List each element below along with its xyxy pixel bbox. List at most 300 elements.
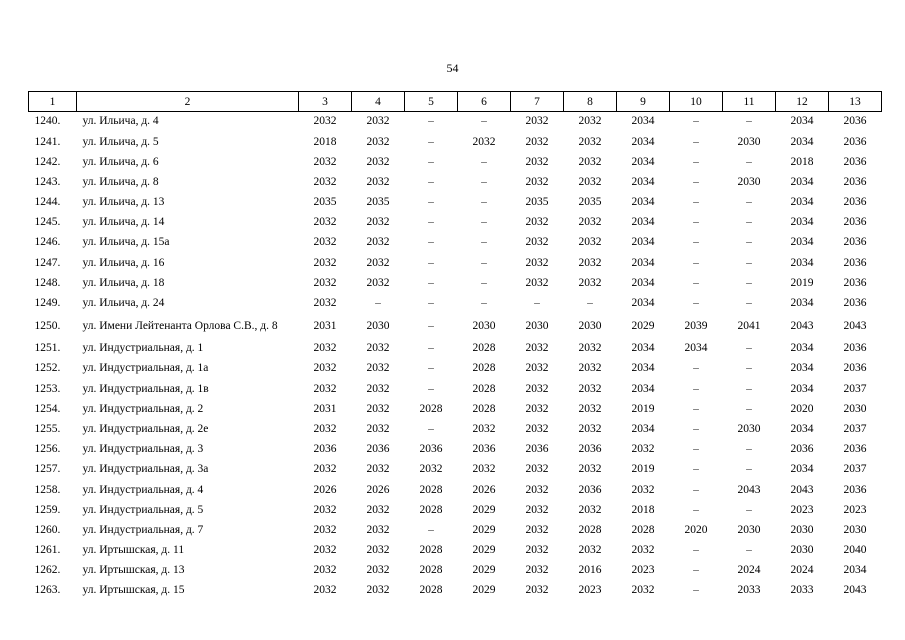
- row-number: 1252.: [34, 362, 61, 375]
- year-cell-col-3: 2032: [313, 503, 337, 516]
- year-cell-col-4: 2032: [366, 382, 390, 395]
- year-cell-col-3: 2032: [313, 236, 337, 249]
- year-cell-col-5: –: [428, 382, 434, 395]
- year-cell-col-7: 2032: [525, 564, 549, 577]
- year-cell-col-9: 2034: [631, 135, 655, 148]
- year-cell-col-11: 2030: [737, 135, 761, 148]
- year-cell-col-8: –: [587, 297, 593, 310]
- column-header-12: 12: [776, 92, 829, 112]
- column-header-6: 6: [458, 92, 511, 112]
- address-cell: ул. Иртышская, д. 11: [82, 544, 185, 557]
- table-row: [29, 379, 882, 399]
- year-cell-col-7: 2032: [525, 216, 549, 229]
- year-cell-col-12: 2034: [790, 175, 814, 188]
- year-cell-col-5: 2028: [419, 584, 443, 597]
- year-cell-col-6: 2028: [472, 402, 496, 415]
- year-cell-col-10: –: [693, 135, 699, 148]
- year-cell-col-12: 2018: [790, 155, 814, 168]
- row-number: 1255.: [34, 422, 61, 435]
- year-cell-col-10: –: [693, 503, 699, 516]
- year-cell-col-10: –: [693, 297, 699, 310]
- column-header-2: 2: [77, 92, 299, 112]
- table-body: [29, 112, 882, 602]
- year-cell-col-12: 2034: [790, 196, 814, 209]
- table-row: [29, 213, 882, 233]
- row-number: 1259.: [34, 503, 61, 516]
- year-cell-col-6: 2029: [472, 523, 496, 536]
- year-cell-col-8: 2032: [578, 402, 602, 415]
- row-number: 1261.: [34, 544, 61, 557]
- year-cell-col-3: 2032: [313, 564, 337, 577]
- year-cell-col-13: 2034: [843, 564, 867, 577]
- year-cell-col-13: 2036: [843, 362, 867, 375]
- year-cell-col-7: 2032: [525, 463, 549, 476]
- year-cell-col-8: 2036: [578, 483, 602, 496]
- year-cell-col-13: 2036: [843, 216, 867, 229]
- year-cell-col-5: –: [428, 256, 434, 269]
- year-cell-col-7: 2032: [525, 422, 549, 435]
- year-cell-col-9: 2019: [631, 402, 655, 415]
- year-cell-col-11: 2043: [737, 483, 761, 496]
- year-cell-col-4: 2036: [366, 443, 390, 456]
- year-cell-col-12: 2023: [790, 503, 814, 516]
- year-cell-col-4: 2032: [366, 422, 390, 435]
- row-number: 1245.: [34, 216, 61, 229]
- year-cell-col-4: 2032: [366, 564, 390, 577]
- year-cell-col-9: 2034: [631, 236, 655, 249]
- table-row: [29, 173, 882, 193]
- year-cell-col-4: 2032: [366, 342, 390, 355]
- year-cell-col-4: 2030: [366, 319, 390, 332]
- year-cell-col-3: 2035: [313, 196, 337, 209]
- year-cell-col-12: 2034: [790, 463, 814, 476]
- year-cell-col-9: 2032: [631, 584, 655, 597]
- year-cell-col-9: 2019: [631, 463, 655, 476]
- year-cell-col-11: 2041: [737, 319, 761, 332]
- column-header-13: 13: [829, 92, 882, 112]
- year-cell-col-8: 2036: [578, 443, 602, 456]
- year-cell-col-10: 2039: [684, 319, 708, 332]
- year-cell-col-12: 2034: [790, 362, 814, 375]
- year-cell-col-6: 2032: [472, 422, 496, 435]
- year-cell-col-7: 2032: [525, 115, 549, 128]
- year-cell-col-3: 2032: [313, 175, 337, 188]
- year-cell-col-10: –: [693, 422, 699, 435]
- address-cell: ул. Индустриальная, д. 1а: [82, 362, 209, 375]
- row-number: 1241.: [34, 135, 61, 148]
- year-cell-col-11: –: [746, 382, 752, 395]
- year-cell-col-13: 2036: [843, 443, 867, 456]
- address-cell: ул. Индустриальная, д. 7: [82, 523, 204, 536]
- year-cell-col-4: 2032: [366, 523, 390, 536]
- year-cell-col-12: 2034: [790, 135, 814, 148]
- year-cell-col-3: 2032: [313, 155, 337, 168]
- year-cell-col-10: –: [693, 584, 699, 597]
- year-cell-col-8: 2032: [578, 342, 602, 355]
- table-row: [29, 253, 882, 273]
- column-header-10: 10: [670, 92, 723, 112]
- address-cell: ул. Ильича, д. 13: [82, 196, 165, 209]
- year-cell-col-3: 2032: [313, 362, 337, 375]
- year-cell-col-13: 2030: [843, 402, 867, 415]
- address-cell: ул. Ильича, д. 4: [82, 115, 159, 128]
- year-cell-col-6: 2029: [472, 503, 496, 516]
- year-cell-col-7: 2032: [525, 135, 549, 148]
- year-cell-col-6: 2032: [472, 135, 496, 148]
- year-cell-col-9: 2034: [631, 196, 655, 209]
- year-cell-col-3: 2032: [313, 256, 337, 269]
- year-cell-col-11: –: [746, 297, 752, 310]
- year-cell-col-12: 2036: [790, 443, 814, 456]
- year-cell-col-3: 2032: [313, 584, 337, 597]
- year-cell-col-9: 2034: [631, 155, 655, 168]
- year-cell-col-12: 2033: [790, 584, 814, 597]
- year-cell-col-5: 2032: [419, 463, 443, 476]
- year-cell-col-6: 2028: [472, 342, 496, 355]
- year-cell-col-13: 2036: [843, 256, 867, 269]
- year-cell-col-6: –: [481, 175, 487, 188]
- year-cell-col-12: 2019: [790, 276, 814, 289]
- year-cell-col-10: –: [693, 216, 699, 229]
- year-cell-col-5: –: [428, 319, 434, 332]
- header-row: [29, 92, 882, 112]
- year-cell-col-3: 2031: [313, 319, 337, 332]
- year-cell-col-9: 2034: [631, 276, 655, 289]
- table-row: [29, 581, 882, 601]
- year-cell-col-7: 2032: [525, 584, 549, 597]
- year-cell-col-11: –: [746, 544, 752, 557]
- table-row: [29, 314, 882, 339]
- year-cell-col-5: –: [428, 422, 434, 435]
- year-cell-col-11: –: [746, 196, 752, 209]
- year-cell-col-3: 2032: [313, 276, 337, 289]
- year-cell-col-8: 2032: [578, 155, 602, 168]
- year-cell-col-9: 2034: [631, 297, 655, 310]
- year-cell-col-13: 2036: [843, 175, 867, 188]
- year-cell-col-11: –: [746, 362, 752, 375]
- year-cell-col-4: 2032: [366, 362, 390, 375]
- year-cell-col-10: –: [693, 276, 699, 289]
- year-cell-col-5: –: [428, 196, 434, 209]
- address-cell: ул. Иртышская, д. 15: [82, 584, 185, 597]
- year-cell-col-5: –: [428, 155, 434, 168]
- column-header-8: 8: [564, 92, 617, 112]
- year-cell-col-12: 2030: [790, 523, 814, 536]
- address-cell: ул. Ильича, д. 14: [82, 216, 165, 229]
- year-cell-col-10: –: [693, 443, 699, 456]
- year-cell-col-11: –: [746, 236, 752, 249]
- row-number: 1240.: [34, 115, 61, 128]
- year-cell-col-5: 2036: [419, 443, 443, 456]
- table-row: [29, 480, 882, 500]
- table-row: [29, 500, 882, 520]
- year-cell-col-6: –: [481, 236, 487, 249]
- table-row: [29, 440, 882, 460]
- year-cell-col-7: 2032: [525, 362, 549, 375]
- year-cell-col-6: –: [481, 196, 487, 209]
- year-cell-col-5: 2028: [419, 564, 443, 577]
- year-cell-col-9: 2032: [631, 443, 655, 456]
- year-cell-col-10: –: [693, 236, 699, 249]
- year-cell-col-9: 2034: [631, 216, 655, 229]
- year-cell-col-4: 2032: [366, 175, 390, 188]
- year-cell-col-7: 2032: [525, 342, 549, 355]
- year-cell-col-4: 2026: [366, 483, 390, 496]
- year-cell-col-13: 2030: [843, 523, 867, 536]
- year-cell-col-7: 2032: [525, 175, 549, 188]
- row-number: 1250.: [34, 319, 61, 332]
- address-cell: ул. Индустриальная, д. 5: [82, 503, 204, 516]
- year-cell-col-9: 2034: [631, 256, 655, 269]
- year-cell-col-11: –: [746, 443, 752, 456]
- year-cell-col-3: 2032: [313, 297, 337, 310]
- year-cell-col-4: 2032: [366, 276, 390, 289]
- year-cell-col-11: 2030: [737, 523, 761, 536]
- year-cell-col-12: 2034: [790, 216, 814, 229]
- table-row: [29, 460, 882, 480]
- year-cell-col-8: 2035: [578, 196, 602, 209]
- year-cell-col-9: 2032: [631, 483, 655, 496]
- year-cell-col-4: –: [375, 297, 381, 310]
- year-cell-col-8: 2030: [578, 319, 602, 332]
- column-header-3: 3: [299, 92, 352, 112]
- year-cell-col-13: 2036: [843, 196, 867, 209]
- year-cell-col-6: –: [481, 276, 487, 289]
- year-cell-col-3: 2032: [313, 544, 337, 557]
- year-cell-col-12: 2043: [790, 319, 814, 332]
- row-number: 1242.: [34, 155, 61, 168]
- year-cell-col-4: 2032: [366, 402, 390, 415]
- year-cell-col-6: 2029: [472, 544, 496, 557]
- year-cell-col-7: 2036: [525, 443, 549, 456]
- year-cell-col-11: 2030: [737, 175, 761, 188]
- year-cell-col-4: 2032: [366, 503, 390, 516]
- column-header-4: 4: [352, 92, 405, 112]
- year-cell-col-9: 2034: [631, 342, 655, 355]
- address-cell: ул. Ильича, д. 15а: [82, 236, 170, 249]
- year-cell-col-5: –: [428, 236, 434, 249]
- year-cell-col-3: 2032: [313, 523, 337, 536]
- year-cell-col-9: 2028: [631, 523, 655, 536]
- year-cell-col-3: 2032: [313, 216, 337, 229]
- year-cell-col-7: 2032: [525, 256, 549, 269]
- year-cell-col-12: 2030: [790, 544, 814, 557]
- table-row: [29, 359, 882, 379]
- year-cell-col-11: –: [746, 342, 752, 355]
- address-cell: ул. Ильича, д. 24: [82, 297, 165, 310]
- year-cell-col-12: 2034: [790, 297, 814, 310]
- year-cell-col-9: 2029: [631, 319, 655, 332]
- year-cell-col-12: 2034: [790, 342, 814, 355]
- year-cell-col-6: 2036: [472, 443, 496, 456]
- year-cell-col-6: –: [481, 256, 487, 269]
- year-cell-col-3: 2026: [313, 483, 337, 496]
- table-row: [29, 521, 882, 541]
- year-cell-col-13: 2043: [843, 319, 867, 332]
- year-cell-col-3: 2031: [313, 402, 337, 415]
- year-cell-col-13: 2036: [843, 342, 867, 355]
- year-cell-col-4: 2035: [366, 196, 390, 209]
- table-row: [29, 274, 882, 294]
- year-cell-col-4: 2032: [366, 135, 390, 148]
- year-cell-col-3: 2018: [313, 135, 337, 148]
- address-cell: ул. Ильича, д. 8: [82, 175, 159, 188]
- table-row: [29, 152, 882, 172]
- year-cell-col-13: 2037: [843, 382, 867, 395]
- year-cell-col-13: 2043: [843, 584, 867, 597]
- year-cell-col-10: –: [693, 483, 699, 496]
- year-cell-col-7: 2032: [525, 544, 549, 557]
- row-number: 1247.: [34, 256, 61, 269]
- year-cell-col-13: 2036: [843, 135, 867, 148]
- column-header-11: 11: [723, 92, 776, 112]
- address-cell: ул. Ильича, д. 6: [82, 155, 159, 168]
- year-cell-col-4: 2032: [366, 463, 390, 476]
- year-cell-col-8: 2032: [578, 463, 602, 476]
- year-cell-col-11: –: [746, 155, 752, 168]
- year-cell-col-5: –: [428, 362, 434, 375]
- year-cell-col-10: –: [693, 544, 699, 557]
- year-cell-col-10: –: [693, 402, 699, 415]
- year-cell-col-11: 2033: [737, 584, 761, 597]
- year-cell-col-12: 2020: [790, 402, 814, 415]
- year-cell-col-8: 2028: [578, 523, 602, 536]
- year-cell-col-5: 2028: [419, 402, 443, 415]
- year-cell-col-5: –: [428, 276, 434, 289]
- year-cell-col-8: 2032: [578, 135, 602, 148]
- year-cell-col-5: –: [428, 523, 434, 536]
- year-cell-col-5: –: [428, 135, 434, 148]
- row-number: 1262.: [34, 564, 61, 577]
- year-cell-col-7: 2032: [525, 483, 549, 496]
- year-cell-col-4: 2032: [366, 256, 390, 269]
- year-cell-col-13: 2036: [843, 115, 867, 128]
- year-cell-col-4: 2032: [366, 236, 390, 249]
- year-cell-col-13: 2036: [843, 297, 867, 310]
- year-cell-col-8: 2032: [578, 175, 602, 188]
- year-cell-col-11: –: [746, 256, 752, 269]
- year-cell-col-8: 2032: [578, 503, 602, 516]
- year-cell-col-3: 2032: [313, 115, 337, 128]
- year-cell-col-9: 2023: [631, 564, 655, 577]
- row-number: 1246.: [34, 236, 61, 249]
- address-cell: ул. Индустриальная, д. 3а: [82, 463, 209, 476]
- year-cell-col-10: –: [693, 196, 699, 209]
- row-number: 1251.: [34, 342, 61, 355]
- year-cell-col-12: 2043: [790, 483, 814, 496]
- year-cell-col-3: 2032: [313, 463, 337, 476]
- year-cell-col-11: –: [746, 402, 752, 415]
- year-cell-col-6: 2029: [472, 584, 496, 597]
- year-cell-col-7: 2032: [525, 276, 549, 289]
- year-cell-col-4: 2032: [366, 216, 390, 229]
- table-row: [29, 420, 882, 440]
- year-cell-col-5: 2028: [419, 503, 443, 516]
- year-cell-col-8: 2016: [578, 564, 602, 577]
- table-row: [29, 399, 882, 419]
- row-number: 1244.: [34, 196, 61, 209]
- year-cell-col-3: 2032: [313, 342, 337, 355]
- year-cell-col-8: 2032: [578, 216, 602, 229]
- year-cell-col-12: 2034: [790, 115, 814, 128]
- year-cell-col-6: –: [481, 115, 487, 128]
- year-cell-col-7: 2032: [525, 523, 549, 536]
- year-cell-col-6: –: [481, 216, 487, 229]
- year-cell-col-5: 2028: [419, 483, 443, 496]
- row-number: 1253.: [34, 382, 61, 395]
- year-cell-col-12: 2034: [790, 382, 814, 395]
- year-cell-col-13: 2023: [843, 503, 867, 516]
- table-row: [29, 233, 882, 253]
- page-number: 54: [446, 61, 459, 75]
- address-cell: ул. Иртышская, д. 13: [82, 564, 185, 577]
- row-number: 1254.: [34, 402, 61, 415]
- year-cell-col-5: –: [428, 115, 434, 128]
- year-cell-col-10: –: [693, 382, 699, 395]
- column-header-9: 9: [617, 92, 670, 112]
- year-cell-col-8: 2032: [578, 382, 602, 395]
- address-cell: ул. Индустриальная, д. 1: [82, 342, 204, 355]
- year-cell-col-8: 2032: [578, 276, 602, 289]
- address-cell: ул. Индустриальная, д. 2е: [82, 422, 209, 435]
- table-row: [29, 294, 882, 314]
- row-number: 1243.: [34, 175, 61, 188]
- address-cell: ул. Индустриальная, д. 2: [82, 402, 204, 415]
- year-cell-col-5: –: [428, 342, 434, 355]
- year-cell-col-7: 2032: [525, 155, 549, 168]
- year-cell-col-12: 2034: [790, 256, 814, 269]
- year-cell-col-12: 2024: [790, 564, 814, 577]
- address-cell: ул. Ильича, д. 16: [82, 256, 165, 269]
- year-cell-col-11: 2024: [737, 564, 761, 577]
- table-row: [29, 339, 882, 359]
- year-cell-col-10: 2020: [684, 523, 708, 536]
- year-cell-col-10: –: [693, 175, 699, 188]
- year-cell-col-8: 2032: [578, 422, 602, 435]
- year-cell-col-10: –: [693, 463, 699, 476]
- table-row: [29, 132, 882, 152]
- year-cell-col-9: 2034: [631, 362, 655, 375]
- year-cell-col-10: –: [693, 362, 699, 375]
- year-cell-col-6: 2032: [472, 463, 496, 476]
- year-cell-col-3: 2032: [313, 422, 337, 435]
- year-cell-col-10: –: [693, 115, 699, 128]
- year-cell-col-13: 2036: [843, 483, 867, 496]
- year-cell-col-13: 2040: [843, 544, 867, 557]
- year-cell-col-8: 2032: [578, 362, 602, 375]
- year-cell-col-11: –: [746, 216, 752, 229]
- year-cell-col-6: 2028: [472, 362, 496, 375]
- column-header-7: 7: [511, 92, 564, 112]
- year-cell-col-8: 2032: [578, 544, 602, 557]
- year-cell-col-6: 2028: [472, 382, 496, 395]
- address-cell: ул. Ильича, д. 5: [82, 135, 159, 148]
- year-cell-col-7: 2032: [525, 503, 549, 516]
- year-cell-col-7: –: [534, 297, 540, 310]
- year-cell-col-11: –: [746, 115, 752, 128]
- row-number: 1257.: [34, 463, 61, 476]
- year-cell-col-3: 2032: [313, 382, 337, 395]
- year-cell-col-7: 2032: [525, 402, 549, 415]
- year-cell-col-11: 2030: [737, 422, 761, 435]
- year-cell-col-6: 2030: [472, 319, 496, 332]
- year-cell-col-8: 2032: [578, 236, 602, 249]
- year-cell-col-11: –: [746, 276, 752, 289]
- column-header-5: 5: [405, 92, 458, 112]
- year-cell-col-4: 2032: [366, 115, 390, 128]
- year-cell-col-12: 2034: [790, 236, 814, 249]
- row-number: 1249.: [34, 297, 61, 310]
